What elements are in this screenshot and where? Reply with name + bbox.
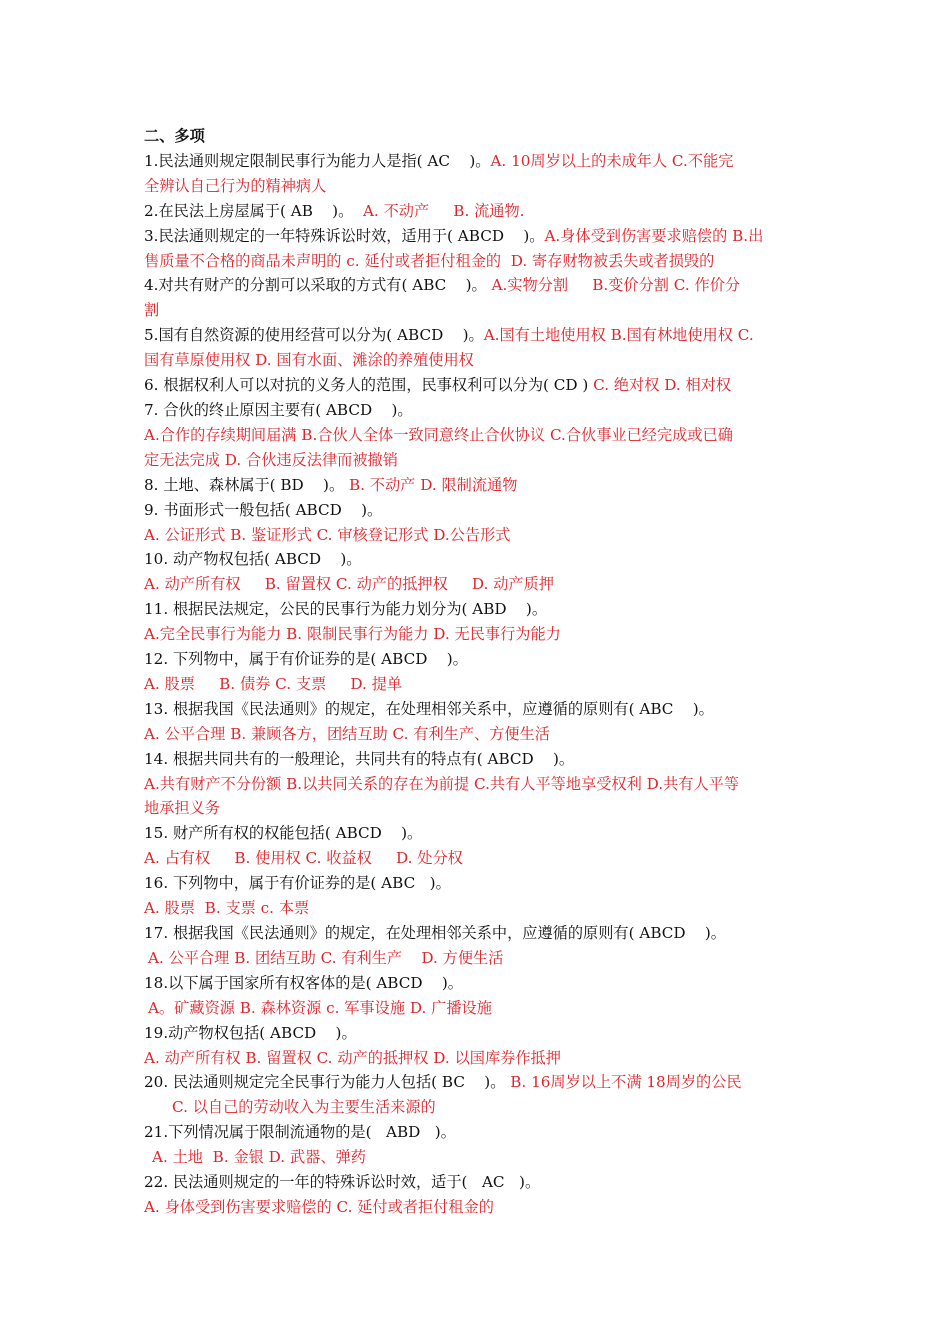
text-line (144, 722, 812, 747)
text-line (144, 697, 812, 722)
question-text: 18.以下属于国家所有权客体的是( ABCD )。 (144, 973, 463, 992)
answer-text: A.实物分割 B.变价分割 C. 作价分 (491, 276, 741, 295)
text-line (144, 772, 812, 797)
question-text: 10. 动产物权包括( ABCD )。 (144, 550, 362, 569)
question-text: 17. 根据我国《民法通则》的规定，在处理相邻关系中，应遵循的原则有( ABCD )。 (144, 924, 726, 942)
answer-text: 全辨认自己行为的精神病人 (144, 176, 327, 195)
question-text: 4.对共有财产的分割可以采取的方式有( ABC )。 (144, 276, 492, 295)
text-line (144, 946, 812, 971)
answer-text: A. 动产所有权 B. 留置权 C. 动产的抵押权 D. 动产质押 (144, 575, 554, 594)
answer-text: A.国有土地使用权 B.国有林地使用权 C. (483, 326, 754, 345)
question-text: 13. 根据我国《民法通则》的规定，在处理相邻关系中，应遵循的原则有( ABC )。 (144, 699, 714, 718)
question-text: 8. 土地、森林属于( BD )。 (144, 475, 349, 494)
answer-text: A.合作的存续期间届满 B.合伙人全体一致同意终止合伙协议 C.合伙事业已经完成或已确 (144, 425, 733, 444)
text-line (144, 348, 812, 373)
question-text: 12. 下列物中，属于有价证券的是( ABCD )。 (144, 650, 468, 669)
answer-text: 地承担义务 (144, 799, 220, 818)
text-line (144, 273, 812, 298)
answer-text: A. 股票 B. 支票 c. 本票 (144, 899, 310, 918)
answer-text: A. 公平合理 B. 团结互助 C. 有利生产 D. 方便生活 (148, 948, 504, 967)
text-line (144, 473, 812, 498)
answer-text: B. 不动产 D. 限制流通物 (348, 475, 518, 494)
text-line (144, 149, 812, 174)
question-text: 19.动产物权包括( ABCD )。 (144, 1023, 357, 1042)
text-line (144, 1145, 812, 1170)
text-line (144, 1021, 812, 1046)
answer-text: 售质量不合格的商品未声明的 c. 延付或者拒付租金的 D. 寄存财物被丢失或者损毁的 (144, 251, 715, 270)
text-line (144, 572, 812, 597)
answer-text: A. 不动产 B. 流通物. (362, 201, 525, 220)
question-text: 22. 民法通则规定的一年的特殊诉讼时效，适于( AC )。 (144, 1173, 541, 1192)
answer-text: 定无法完成 D. 合伙违反法律而被撤销 (144, 450, 398, 469)
answer-text: A. 10周岁以上的未成年人 C.不能完 (490, 151, 734, 170)
text-line (144, 523, 812, 548)
text-line (144, 1095, 812, 1120)
question-text: 11. 根据民法规定，公民的民事行为能力划分为( ABD )。 (144, 600, 548, 619)
answer-text: B. 16周岁以上不满 18周岁的公民 (510, 1073, 742, 1092)
answer-text: A. 公证形式 B. 鉴证形式 C. 审核登记形式 D.公告形式 (144, 525, 511, 544)
text-line (144, 896, 812, 921)
text-line (144, 996, 812, 1021)
text-line (144, 448, 812, 473)
text-line (144, 547, 812, 572)
answer-text: A. 公平合理 B. 兼顾各方，团结互助 C. 有利生产、方便生活 (144, 724, 550, 743)
question-text: 16. 下列物中，属于有价证券的是( ABC )。 (144, 874, 451, 893)
question-text: 5.国有自然资源的使用经营可以分为( ABCD )。 (144, 326, 484, 345)
text-line (144, 647, 812, 672)
question-text: 3.民法通则规定的一年特殊诉讼时效，适用于( ABCD )。 (144, 226, 545, 245)
question-list (144, 149, 812, 1220)
text-line (144, 199, 812, 224)
answer-text: A. 动产所有权 B. 留置权 C. 动产的抵押权 D. 以国库券作抵押 (144, 1048, 561, 1067)
answer-text: A。矿藏资源 B. 森林资源 c. 军事设施 D. 广播设施 (148, 998, 492, 1017)
text-line (144, 1195, 812, 1220)
question-text: 15. 财产所有权的权能包括( ABCD )。 (144, 824, 423, 843)
question-text: 9. 书面形式一般包括( ABCD )。 (144, 500, 383, 519)
answer-text: 割 (144, 301, 160, 320)
text-line (144, 821, 812, 846)
question-text: 2.在民法上房屋属于( AB )。 (144, 201, 363, 220)
text-line (144, 373, 812, 398)
text-line (144, 174, 812, 199)
answer-text: A.身体受到伤害要求赔偿的 B.出 (544, 226, 764, 245)
text-line (144, 597, 812, 622)
text-line (144, 224, 812, 249)
text-line (144, 846, 812, 871)
text-line (144, 796, 812, 821)
question-text: 7. 合伙的终止原因主要有( ABCD )。 (144, 400, 413, 419)
question-text: 6. 根据权利人可以对抗的义务人的范围，民事权利可以分为( CD ) (144, 376, 594, 395)
text-line (144, 1070, 812, 1095)
answer-text: A. 占有权 B. 使用权 C. 收益权 D. 处分权 (144, 849, 463, 868)
text-line (144, 672, 812, 697)
text-line (144, 398, 812, 423)
section-heading: 二、多项 (144, 127, 205, 145)
text-line (144, 423, 812, 448)
answer-text: C. 绝对权 D. 相对权 (593, 376, 732, 395)
answer-text: A. 身体受到伤害要求赔偿的 C. 延付或者拒付租金的 (144, 1197, 494, 1216)
text-line (144, 747, 812, 772)
text-line (144, 622, 812, 647)
question-text: 21.下列情况属于限制流通物的是( ABD )。 (144, 1123, 456, 1142)
answer-text: A.完全民事行为能力 B. 限制民事行为能力 D. 无民事行为能力 (144, 625, 561, 644)
text-line (144, 1170, 812, 1195)
text-line (144, 498, 812, 523)
answer-text: A. 股票 B. 债券 C. 支票 D. 提单 (144, 674, 403, 693)
text-line (144, 871, 812, 896)
answer-text: C. 以自己的劳动收入为主要生活来源的 (172, 1098, 436, 1117)
answer-text: A. 土地 B. 金银 D. 武器、弹药 (152, 1148, 366, 1167)
answer-text: 国有草原使用权 D. 国有水面、滩涂的养殖使用权 (144, 351, 474, 370)
question-text: 1.民法通则规定限制民事行为能力人是指( AC )。 (144, 151, 491, 170)
text-line (144, 1120, 812, 1145)
question-text: 14. 根据共同共有的一般理论，共同共有的特点有( ABCD )。 (144, 749, 575, 768)
text-line (144, 298, 812, 323)
text-line (144, 323, 812, 348)
text-line (144, 1046, 812, 1071)
question-text: 20. 民法通则规定完全民事行为能力人包括( BC )。 (144, 1073, 511, 1092)
document-page (144, 124, 812, 1220)
text-line (144, 921, 812, 946)
text-line (144, 249, 812, 274)
answer-text: A.共有财产不分份额 B.以共同关系的存在为前提 C.共有人平等地享受权利 D.共有人平等 (144, 774, 740, 793)
text-line (144, 971, 812, 996)
